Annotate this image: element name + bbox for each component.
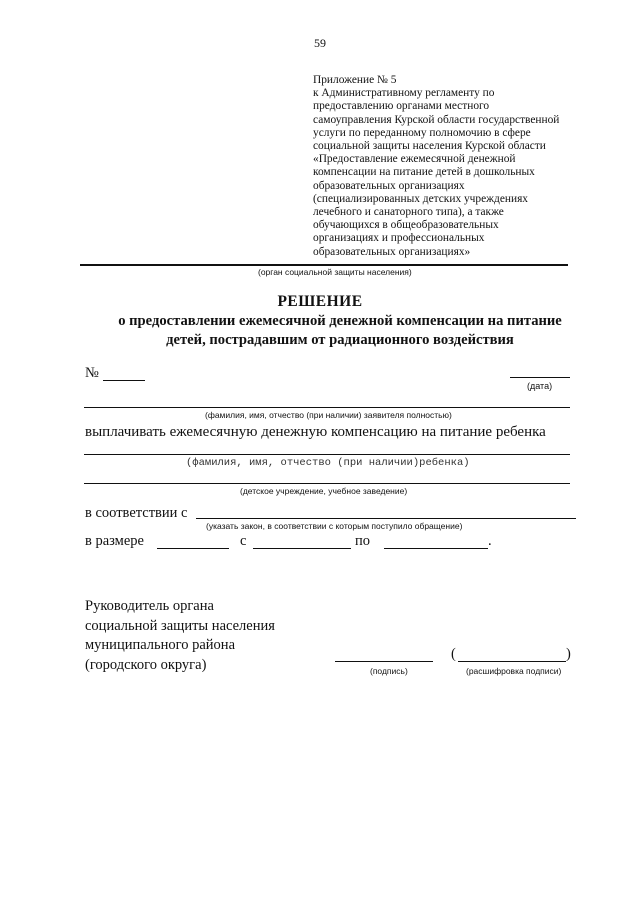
appendix-line: «Предоставление ежемесячной денежной xyxy=(313,153,516,166)
applicant-caption: (фамилия, имя, отчество (при наличии) заявителя полностью) xyxy=(205,410,452,420)
decipher-caption: (расшифровка подписи) xyxy=(466,666,562,676)
appendix-line: (специализированных детских учреждениях xyxy=(313,192,529,205)
decipher-close-paren: ) xyxy=(566,646,571,662)
signature-field[interactable] xyxy=(335,661,433,662)
signatory-line: социальной защиты населения xyxy=(85,617,275,634)
date-field[interactable] xyxy=(510,377,570,378)
appendix-line: обучающихся в общеобразовательных xyxy=(313,219,499,232)
accordance-label: в соответствии с xyxy=(85,505,188,521)
appendix-line: к Административному регламенту по xyxy=(313,87,495,100)
appendix-line: компенсации на питание детей в дошкольных xyxy=(313,166,535,179)
to-date-field[interactable] xyxy=(384,548,488,549)
institution-field[interactable] xyxy=(84,483,570,484)
amount-label: в размере xyxy=(85,533,144,549)
authority-caption: (орган социальной защиты населения) xyxy=(258,267,412,277)
law-field[interactable] xyxy=(196,518,576,519)
appendix-line: самоуправления Курской области государственной xyxy=(313,113,560,126)
pay-text: выплачивать ежемесячную денежную компенсацию на питание ребенка xyxy=(85,424,546,440)
date-caption: (дата) xyxy=(527,381,553,391)
signatory-line: Руководитель органа xyxy=(85,598,214,614)
appendix-line: лечебного и санаторного типа), а также xyxy=(313,206,504,219)
decision-subtitle xyxy=(60,312,620,350)
amount-to-label: по xyxy=(355,533,371,549)
appendix-line: организациях и профессиональных xyxy=(313,232,485,245)
signatory-line: (городского округа) xyxy=(85,656,207,673)
decision-title: РЕШЕНИЕ xyxy=(277,293,363,310)
appendix-line: Приложение № 5 xyxy=(313,74,397,86)
number-field[interactable] xyxy=(103,380,145,381)
decipher-field[interactable] xyxy=(458,661,566,662)
decision-subtitle-line: о предоставлении ежемесячной денежной компенсации на питание xyxy=(118,313,562,329)
from-date-field[interactable] xyxy=(253,548,351,549)
decision-subtitle-line: детей, пострадавшим от радиационного воздействия xyxy=(166,332,514,348)
appendix-line: предоставлению органами местного xyxy=(313,100,490,113)
appendix-note xyxy=(313,74,603,259)
law-caption: (указать закон, в соответствии с которым поступило обращение) xyxy=(206,521,463,531)
appendix-line: образовательных организациях xyxy=(313,179,465,192)
number-label: № xyxy=(85,365,99,381)
amount-from-label: с xyxy=(240,533,247,549)
signatory-line: муниципального района xyxy=(85,637,235,653)
signature-caption: (подпись) xyxy=(370,666,408,676)
child-caption: (фамилия, имя, отчество (при наличии)ребенка) xyxy=(186,457,470,469)
child-field[interactable] xyxy=(84,454,570,455)
page-number: 59 xyxy=(314,36,326,50)
appendix-line: услуги по переданному полномочию в сфере xyxy=(313,126,531,139)
applicant-field[interactable] xyxy=(84,407,570,408)
appendix-line: образовательных организациях» xyxy=(313,245,471,258)
amount-field[interactable] xyxy=(157,548,229,549)
institution-caption: (детское учреждение, учебное заведение) xyxy=(240,486,408,496)
decipher-open-paren: ( xyxy=(451,646,456,662)
amount-end: . xyxy=(488,533,492,549)
appendix-line: социальной защиты населения Курской области xyxy=(313,140,546,153)
signatory-block xyxy=(85,597,275,675)
authority-line[interactable] xyxy=(80,264,568,266)
